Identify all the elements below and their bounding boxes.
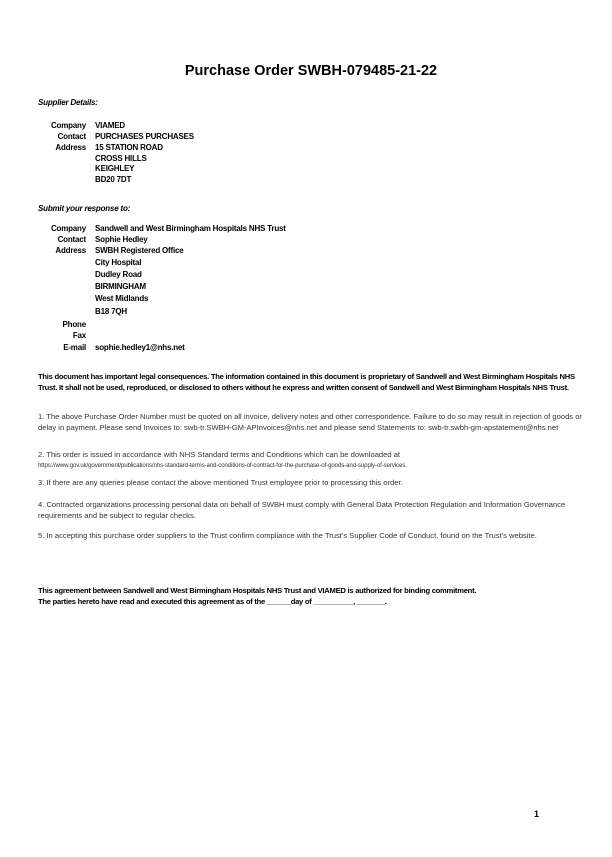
response-company-label: Company	[50, 224, 86, 233]
response-company: Sandwell and West Birmingham Hospitals NHS Trust	[95, 224, 286, 233]
supplier-address-label: Address	[55, 143, 86, 152]
page-title: Purchase Order SWBH-079485-21-22	[184, 63, 438, 79]
term-5: 5. In accepting this purchase order suppliers to the Trust confirm compliance with the Trust's Supplier Code of Conduct, found on the Trust's website.	[38, 531, 537, 540]
terms-url-link[interactable]: https://www.gov.uk/government/publications/nhs-standard-terms-and-conditions-of-contract-for-the-purchase-of-goods-and-supply-of-services.	[38, 462, 407, 469]
response-contact-label: Contact	[57, 235, 86, 244]
response-address-line: BIRMINGHAM	[95, 282, 146, 291]
response-email: sophie.hedley1@nhs.net	[95, 343, 185, 352]
agreement-line-2: The parties hereto have read and executed this agreement as of the ______day of __________, _______.	[38, 597, 387, 606]
term-2-text: 2. This order is issued in accordance with NHS Standard terms and Conditions which can be downloaded at	[38, 450, 401, 459]
response-address-line: City Hospital	[95, 258, 142, 267]
response-contact: Sophie Hedley	[95, 235, 148, 244]
response-address-line: Dudley Road	[95, 270, 142, 279]
page-number: 1	[534, 809, 540, 819]
term-4: 4. Contracted organizations processing personal data on behalf of SWBH must comply with General Data Protection Regulation and Information Governance requirements and be subject to regular checks.	[38, 500, 566, 520]
response-heading: Submit your response to:	[38, 204, 131, 213]
response-address-line: B18 7QH	[95, 307, 127, 316]
supplier-address-line: 15 STATION ROAD	[95, 143, 163, 152]
supplier-address-line: CROSS HILLS	[95, 154, 147, 163]
agreement-line-1: This agreement between Sandwell and West Birmingham Hospitals NHS Trust and VIAMED is authorized for binding commitment.	[38, 586, 477, 595]
term-3: 3. If there are any queries please contact the above mentioned Trust employee prior to processing this order.	[38, 478, 403, 487]
term-1: 1. The above Purchase Order Number must be quoted on all invoice, delivery notes and other correspondence. Failure to do so may result in rejection of goods or delay in payment. Please send Invoices to: swb-tr.SWBH-GM-APInvoices@nhs.net and please send Statements to: swb-tr.swbh-gm-apstatement@nhs.net	[38, 412, 582, 432]
supplier-contact: PURCHASES PURCHASES	[95, 132, 194, 141]
supplier-address-line: BD20 7DT	[95, 175, 132, 184]
supplier-company-label: Company	[50, 121, 86, 130]
agreement	[38, 585, 598, 607]
term-2	[38, 449, 583, 471]
response-fax-label: Fax	[72, 331, 86, 340]
supplier-company: VIAMED	[95, 121, 125, 130]
response-phone-label: Phone	[62, 320, 86, 329]
supplier-contact-label: Contact	[57, 132, 86, 141]
response-address-line: SWBH Registered Office	[95, 246, 184, 255]
legal-notice: This document has important legal consequences. The information contained in this document is proprietary of Sandwell and West Birmingham Hospitals NHS Trust. It shall not be used, reproduced, or disclosed to others without he express and written consent of Sandwell and West Birmingham Hospitals NHS Trust.	[38, 372, 575, 392]
supplier-address-line: KEIGHLEY	[95, 164, 135, 173]
response-address-line: West Midlands	[95, 294, 149, 303]
supplier-details-heading: Supplier Details:	[38, 98, 98, 107]
response-address-label: Address	[55, 246, 86, 255]
response-email-label: E-mail	[63, 343, 86, 352]
